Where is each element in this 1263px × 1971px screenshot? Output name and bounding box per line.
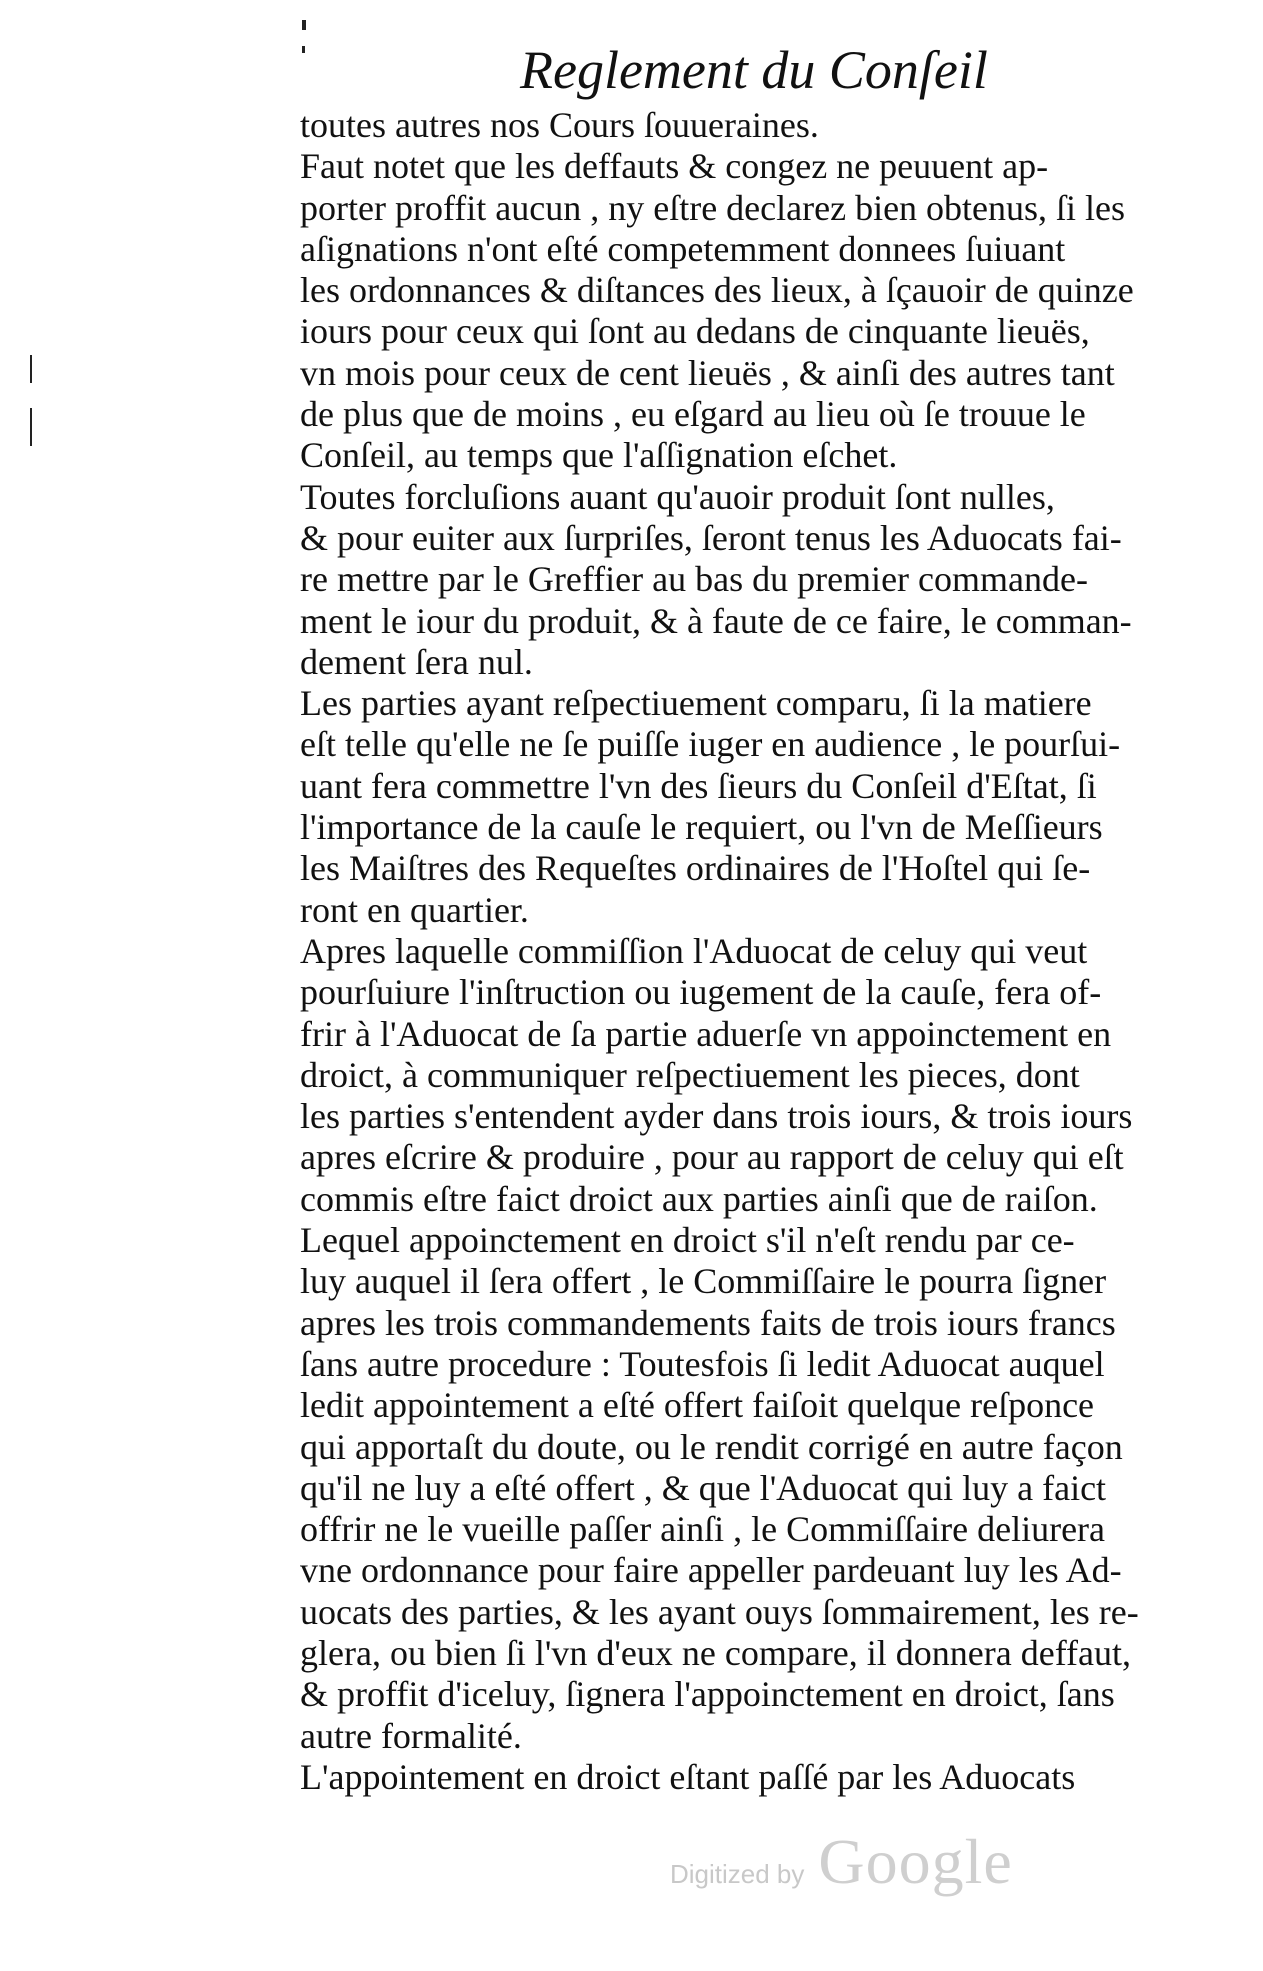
text-line: de plus que de moins , eu eſgard au lieu où ſe trouue le — [300, 394, 1086, 435]
text-line: vn mois pour ceux de cent lieuës , & ainſi des autres tant — [300, 352, 1115, 393]
text-line: dement ſera nul. — [300, 641, 533, 682]
margin-speck — [302, 46, 305, 53]
text-line: qui apportaſt du doute, ou le rendit corrigé en autre façon — [300, 1426, 1123, 1467]
text-line: pourſuiure l'inſtruction ou iugement de la cauſe, fera of- — [300, 972, 1102, 1013]
text-line: Conſeil, au temps que l'aſſignation eſchet. — [300, 435, 898, 476]
digitized-watermark — [670, 1825, 1013, 1905]
text-line: ment le iour du produit, & à faute de ce faire, le comman- — [300, 600, 1132, 641]
watermark-prefix: Digitized by — [670, 1859, 805, 1889]
text-line: L'appointement en droict eſtant paſſé par les Aduocats — [300, 1756, 1076, 1797]
text-line: ledit appointement a eſté offert faiſoit quelque reſponce — [300, 1385, 1095, 1426]
text-line: qu'il ne luy a eſté offert , & que l'Aduocat qui luy a faict — [300, 1467, 1107, 1508]
text-line: droict, à communiquer reſpectiuement les pieces, dont — [300, 1054, 1080, 1095]
text-line: ſans autre procedure : Toutesfois ſi ledit Aduocat auquel — [300, 1343, 1105, 1384]
text-line: offrir ne le vueille paſſer ainſi , le Commiſſaire deliurera — [300, 1509, 1106, 1550]
text-line: les Maiſtres des Requeſtes ordinaires de l'Hoſtel qui ſe- — [300, 848, 1091, 889]
text-line: autre formalité. — [300, 1715, 522, 1756]
text-line: l'importance de la cauſe le requiert, ou l'vn de Meſſieurs — [300, 807, 1103, 848]
body-text — [300, 105, 1175, 1798]
text-line: aſignations n'ont eſté competemment donnees ſuiuant — [300, 228, 1066, 269]
text-line: porter proffit aucun , ny eſtre declarez bien obtenus, ſi les — [300, 187, 1126, 228]
text-line: Lequel appoinctement en droict s'il n'eſt rendu par ce- — [300, 1220, 1075, 1261]
running-header: Reglement du Conſeil — [520, 40, 988, 100]
text-line: apres eſcrire & produire , pour au rapport de celuy qui eſt — [300, 1137, 1124, 1178]
text-line: re mettre par le Greffier au bas du premier commande- — [300, 559, 1088, 600]
text-line: Toutes forcluſions auant qu'auoir produit ſont nulles, — [300, 476, 1055, 517]
text-line: & proffit d'iceluy, ſignera l'appoinctement en droict, ſans — [300, 1674, 1115, 1715]
margin-speck — [302, 20, 306, 30]
text-line: uant fera commettre l'vn des ſieurs du Conſeil d'Eſtat, ſi — [300, 765, 1097, 806]
watermark-brand: Google — [818, 1826, 1013, 1897]
text-line: glera, ou bien ſi l'vn d'eux ne compare, il donnera deffaut, — [300, 1632, 1132, 1673]
margin-rule — [30, 355, 32, 383]
margin-rule — [30, 408, 32, 446]
text-line: les parties s'entendent ayder dans trois iours, & trois iours — [300, 1096, 1133, 1137]
text-line: Faut notet que les deffauts & congez ne peuuent ap- — [300, 146, 1049, 187]
text-line: Apres laquelle commiſſion l'Aduocat de celuy qui veut — [300, 930, 1088, 971]
text-line: vne ordonnance pour faire appeller pardeuant luy les Ad- — [300, 1550, 1122, 1591]
text-line: iours pour ceux qui ſont au dedans de cinquante lieuës, — [300, 311, 1090, 352]
text-line: les ordonnances & diſtances des lieux, à ſçauoir de quinze — [300, 270, 1134, 311]
text-line: Les parties ayant reſpectiuement comparu, ſi la matiere — [300, 683, 1092, 724]
text-line: luy auquel il ſera offert , le Commiſſaire le pourra ſigner — [300, 1261, 1107, 1302]
text-line: frir à l'Aduocat de ſa partie aduerſe vn appoinctement en — [300, 1013, 1112, 1054]
text-line: apres les trois commandements faits de trois iours francs — [300, 1302, 1116, 1343]
text-line: commis eſtre faict droict aux parties ainſi que de raiſon. — [300, 1178, 1098, 1219]
text-line: & pour euiter aux ſurpriſes, ſeront tenus les Aduocats fai- — [300, 517, 1122, 558]
text-line: toutes autres nos Cours ſouueraines. — [300, 105, 819, 145]
text-line: ront en quartier. — [300, 889, 529, 930]
text-line: uocats des parties, & les ayant ouys ſommairement, les re- — [300, 1591, 1139, 1632]
text-line: eſt telle qu'elle ne ſe puiſſe iuger en audience , le pourſui- — [300, 724, 1121, 765]
